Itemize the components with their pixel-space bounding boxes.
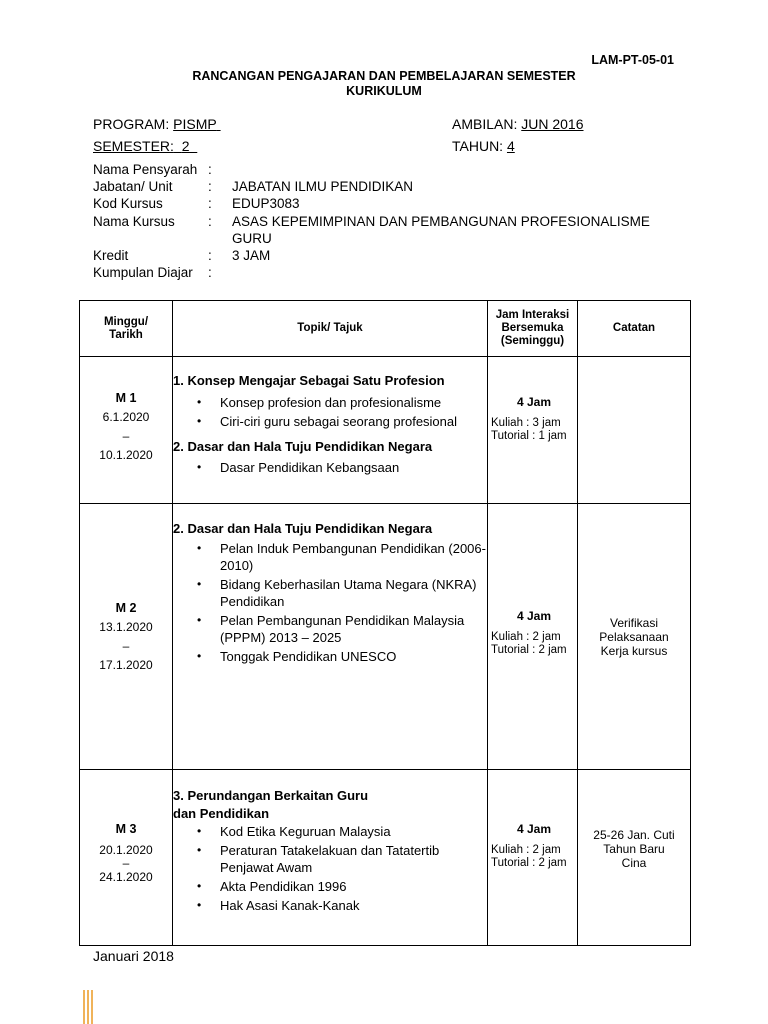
course-info <box>93 161 672 281</box>
week-cell <box>80 357 173 504</box>
info-row <box>93 178 672 195</box>
info-label: Kod Kursus <box>93 196 163 212</box>
list-item: • Pelan Pembangunan Pendidikan Malaysia (PPPM) 2013 – 2025 <box>173 612 487 646</box>
list-item: • Dasar Pendidikan Kebangsaan <box>173 458 487 477</box>
info-row <box>93 195 672 212</box>
title-line-2: KURIKULUM <box>346 84 422 98</box>
date-start: 13.1.2020 <box>99 619 153 634</box>
hours-total: 4 Jam <box>516 822 552 836</box>
header-catatan: Catatan <box>578 301 691 357</box>
table-row <box>80 357 691 504</box>
list-item: • Ciri-ciri guru sebagai seorang profesional <box>173 412 487 431</box>
info-colon: : <box>208 265 212 281</box>
topic-list <box>173 540 487 665</box>
ambilan-value: JUN 2016 <box>521 116 584 132</box>
info-colon: : <box>208 196 212 212</box>
header-topik: Topik/ Tajuk <box>173 301 488 357</box>
hours-kuliah: Kuliah : 2 jam <box>491 844 561 856</box>
info-value: EDUP3083 <box>232 196 300 212</box>
hours-cell <box>488 770 578 946</box>
note-cell: 25-26 Jan. Cuti Tahun Baru Cina <box>578 770 691 946</box>
list-item: • Bidang Keberhasilan Utama Negara (NKRA) Pendidikan <box>173 576 487 610</box>
topic-cell <box>173 357 488 504</box>
tahun-label: TAHUN: <box>452 138 504 154</box>
list-item: • Pelan Induk Pembangunan Pendidikan (2006-2010) <box>173 540 487 574</box>
topic-heading: 1. Konsep Mengajar Sebagai Satu Profesion <box>173 373 445 388</box>
info-colon: : <box>208 213 212 229</box>
semester-label: SEMESTER: <box>93 138 174 154</box>
hours-cell <box>488 504 578 770</box>
date-dash: – <box>122 429 130 443</box>
topic-heading: 3. Perundangan Berkaitan Guru dan Pendidikan <box>173 788 369 821</box>
hours-kuliah: Kuliah : 3 jam <box>491 417 561 429</box>
header-jam: Jam Interaksi Bersemuka (Seminggu) <box>488 301 578 357</box>
info-colon: : <box>208 179 212 195</box>
hours-tutorial: Tutorial : 2 jam <box>491 857 567 869</box>
document-code: LAM-PT-05-01 <box>591 53 674 67</box>
program-field <box>93 116 221 132</box>
ambilan-label: AMBILAN: <box>452 116 518 132</box>
date-end: 17.1.2020 <box>99 657 153 672</box>
hours-tutorial: Tutorial : 2 jam <box>491 643 567 656</box>
page-edge-marks <box>83 990 93 1024</box>
document-title <box>0 69 768 99</box>
info-row <box>93 264 672 281</box>
tahun-field <box>452 138 515 154</box>
list-item: • Akta Pendidikan 1996 <box>173 878 487 895</box>
header-minggu: Minggu/ Tarikh <box>80 301 173 357</box>
info-label: Nama Kursus <box>93 213 175 229</box>
info-row <box>93 213 672 247</box>
topic-list <box>173 823 487 914</box>
hours-kuliah: Kuliah : 2 jam <box>491 630 561 643</box>
ambilan-field <box>452 116 584 132</box>
title-line-1: RANCANGAN PENGAJARAN DAN PEMBELAJARAN SEMESTER <box>192 69 576 83</box>
table-row <box>80 770 691 946</box>
info-value <box>232 264 672 281</box>
schedule-table <box>79 300 691 946</box>
topic-list <box>173 458 487 477</box>
hours-total: 4 Jam <box>516 608 552 623</box>
topic-cell <box>173 770 488 946</box>
list-item: • Hak Asasi Kanak-Kanak <box>173 897 487 914</box>
date-end: 24.1.2020 <box>99 870 153 884</box>
info-value <box>232 161 672 178</box>
date-end: 10.1.2020 <box>99 448 153 462</box>
info-colon: : <box>208 162 212 177</box>
hours-cell <box>488 357 578 504</box>
week-label: M 2 <box>115 600 137 615</box>
week-label: M 1 <box>115 391 137 405</box>
topic-heading: 2. Dasar dan Hala Tuju Pendidikan Negara <box>173 439 433 454</box>
topic-heading: 2. Dasar dan Hala Tuju Pendidikan Negara <box>173 521 433 536</box>
list-item: • Tonggak Pendidikan UNESCO <box>173 648 487 665</box>
list-item: • Konsep profesion dan profesionalisme <box>173 393 487 412</box>
info-label: Kredit <box>93 248 129 264</box>
info-value: 3 JAM <box>232 248 271 264</box>
info-value: JABATAN ILMU PENDIDIKAN <box>232 179 414 195</box>
week-label: M 3 <box>115 822 137 836</box>
hours-tutorial: Tutorial : 1 jam <box>491 430 567 442</box>
program-label: PROGRAM: <box>93 116 170 132</box>
tahun-value: 4 <box>506 138 515 154</box>
date-dash: – <box>122 638 130 653</box>
table-row <box>80 504 691 770</box>
info-colon: : <box>208 248 212 264</box>
info-label: Kumpulan Diajar <box>93 265 193 281</box>
program-value: PISMP <box>173 116 217 132</box>
hours-total: 4 Jam <box>516 395 552 409</box>
table-header-row <box>80 301 691 357</box>
info-row <box>93 161 672 178</box>
week-cell <box>80 770 173 946</box>
info-label: Nama Pensyarah <box>93 162 198 177</box>
topic-cell <box>173 504 488 770</box>
topic-list <box>173 393 487 431</box>
date-dash: – <box>122 856 130 870</box>
info-value: ASAS KEPEMIMPINAN DAN PEMBANGUNAN PROFESIONALISME GURU <box>232 213 650 246</box>
list-item: • Peraturan Tatakelakuan dan Tatatertib Penjawat Awam <box>173 842 487 876</box>
info-row <box>93 247 672 264</box>
date-start: 6.1.2020 <box>102 410 150 424</box>
semester-field <box>93 138 197 154</box>
note-cell: Verifikasi Pelaksanaan Kerja kursus <box>578 504 691 770</box>
week-cell <box>80 504 173 770</box>
info-label: Jabatan/ Unit <box>93 179 173 195</box>
footer-date: Januari 2018 <box>93 948 174 964</box>
semester-value: 2 <box>181 138 190 154</box>
list-item: • Kod Etika Keguruan Malaysia <box>173 823 487 840</box>
note-cell <box>578 357 691 504</box>
date-start: 20.1.2020 <box>99 843 153 857</box>
